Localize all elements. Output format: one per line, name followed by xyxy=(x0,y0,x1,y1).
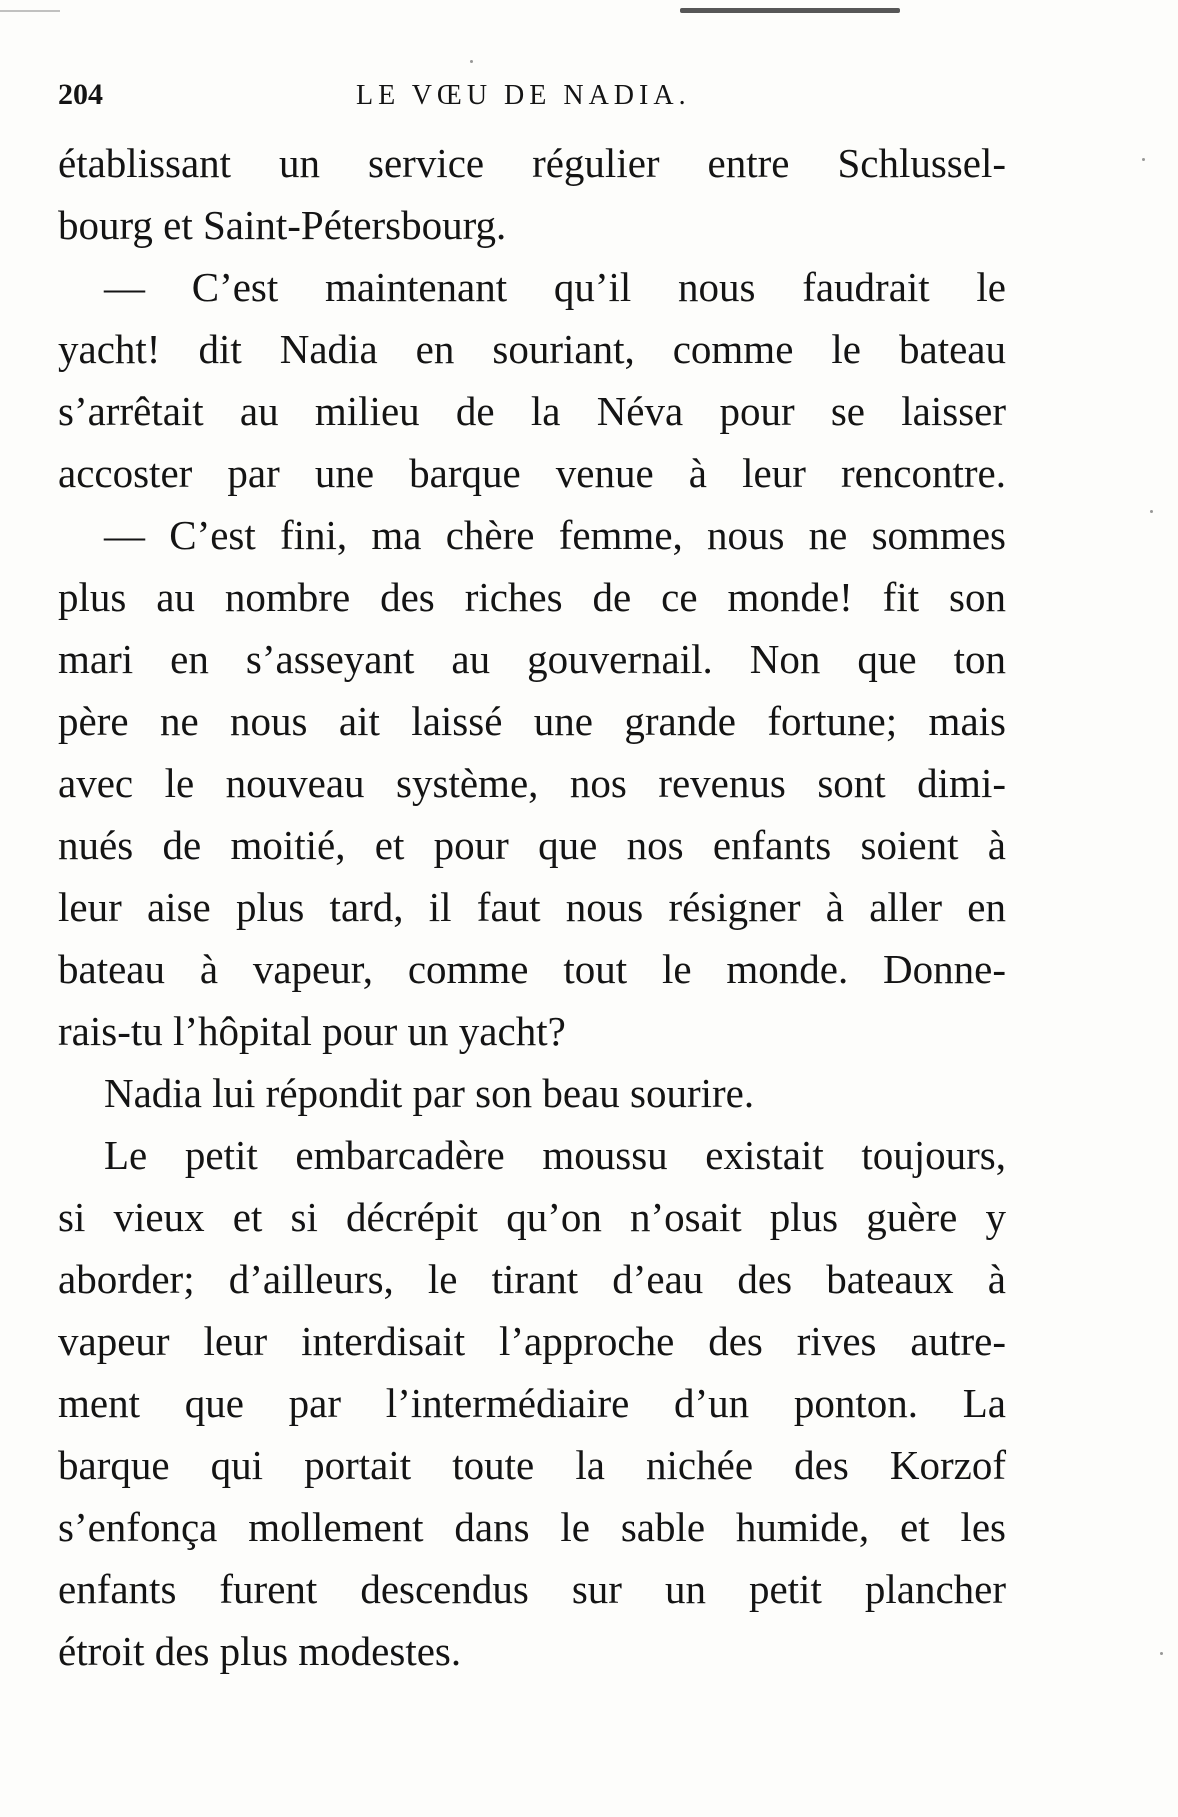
top-ink-rule xyxy=(680,8,900,13)
text-line: avec le nouveau système, nos revenus sont dimi- xyxy=(58,760,1006,806)
paper-speck xyxy=(1150,510,1153,513)
text-line: aborder; d’ailleurs, le tirant d’eau des bateaux à xyxy=(58,1256,1006,1302)
text-line: bateau à vapeur, comme tout le monde. Donne- xyxy=(58,946,1006,992)
text-line: yacht! dit Nadia en souriant, comme le bateau xyxy=(58,326,1006,372)
text-line: ment que par l’intermédiaire d’un ponton. La xyxy=(58,1380,1006,1426)
text-line: s’arrêtait au milieu de la Néva pour se laisser xyxy=(58,388,1006,434)
text-line: s’enfonça mollement dans le sable humide, et les xyxy=(58,1504,1006,1550)
text-line: père ne nous ait laissé une grande fortune; mais xyxy=(58,698,1006,744)
text-line: plus au nombre des riches de ce monde! fit son xyxy=(58,574,1006,620)
text-line: — C’est fini, ma chère femme, nous ne sommes xyxy=(104,512,1006,558)
text-line: si vieux et si décrépit qu’on n’osait plus guère y xyxy=(58,1194,1006,1240)
text-line: nués de moitié, et pour que nos enfants soient à xyxy=(58,822,1006,868)
body-text xyxy=(58,132,1006,1682)
text-line: enfants furent descendus sur un petit plancher xyxy=(58,1566,1006,1612)
text-line: barque qui portait toute la nichée des Korzof xyxy=(58,1442,1006,1488)
paper-speck xyxy=(1160,1652,1163,1655)
paper-speck xyxy=(1142,158,1145,161)
text-line: leur aise plus tard, il faut nous résigner à aller en xyxy=(58,884,1006,930)
text-line: accoster par une barque venue à leur rencontre. xyxy=(58,450,1006,496)
text-line: — C’est maintenant qu’il nous faudrait le xyxy=(104,264,1006,310)
text-line: Le petit embarcadère moussu existait toujours, xyxy=(104,1132,1006,1178)
corner-ink-mark xyxy=(0,10,60,12)
text-line: étroit des plus modestes. xyxy=(58,1628,462,1674)
running-title: LE VŒU DE NADIA. xyxy=(356,80,691,111)
text-line: vapeur leur interdisait l’approche des rives autre- xyxy=(58,1318,1006,1364)
text-line: établissant un service régulier entre Schlussel- xyxy=(58,140,1006,186)
paper-speck xyxy=(470,60,473,63)
text-line: mari en s’asseyant au gouvernail. Non que ton xyxy=(58,636,1006,682)
text-line: bourg et Saint-Pétersbourg. xyxy=(58,202,507,248)
page-number: 204 xyxy=(58,78,103,111)
page-header xyxy=(58,78,1118,118)
text-line: Nadia lui répondit par son beau sourire. xyxy=(104,1070,755,1116)
text-line: rais-tu l’hôpital pour un yacht? xyxy=(58,1008,566,1054)
